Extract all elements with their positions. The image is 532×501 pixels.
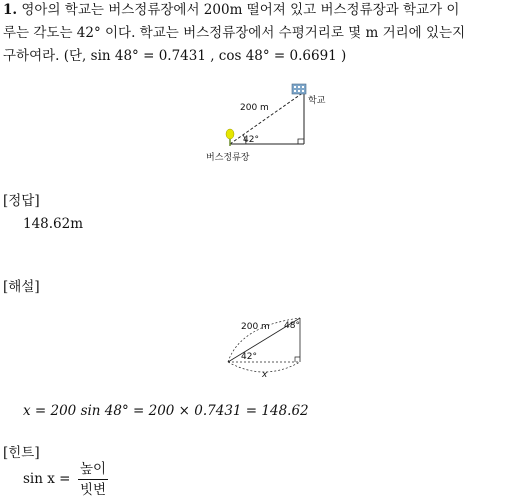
fig2-right-angle-marker bbox=[295, 357, 300, 362]
right-angle-marker bbox=[298, 139, 304, 144]
question-text-3: 구하여라. (단, sin 48° = 0.7431 , cos 48° = 0.6691 ) bbox=[3, 48, 347, 64]
answer-value: 148.62m bbox=[23, 216, 84, 232]
figure-2-angle-top: 48° bbox=[284, 321, 300, 331]
hint-denominator: 빗변 bbox=[79, 482, 107, 498]
figure-1-school-label: 학교 bbox=[308, 96, 326, 106]
school-building-icon bbox=[292, 84, 306, 94]
bus-stop-sign-icon bbox=[226, 129, 234, 146]
answer-heading: [정답] bbox=[3, 193, 40, 209]
hypotenuse bbox=[230, 92, 304, 144]
hint-lhs: sin x = bbox=[23, 471, 71, 487]
question-line-1 bbox=[3, 0, 459, 20]
hint-numerator: 높이 bbox=[78, 460, 108, 480]
question-text-1: 영아의 학교는 버스정류장에서 200m 떨어져 있고 버스정류장과 학교가 이 bbox=[21, 2, 460, 18]
figure-2-distance-label: 200 m bbox=[241, 322, 270, 332]
figure-1-distance-label: 200 m bbox=[240, 103, 269, 113]
figure-2-x-label: x bbox=[262, 370, 268, 380]
explanation-heading: [해설] bbox=[3, 279, 40, 295]
question-number: 1. bbox=[3, 2, 18, 18]
question-text-2: 루는 각도는 42° 이다. 학교는 버스정류장에서 수평거리로 몇 m 거리에 있는지 bbox=[3, 25, 466, 41]
explanation-equation: x = 200 sin 48° = 200 × 0.7431 = 148.62 bbox=[23, 403, 309, 419]
figure-1-bus-stop-label: 버스정류장 bbox=[206, 153, 250, 163]
figure-2-angle-bottom: 42° bbox=[241, 352, 257, 362]
hint-fraction bbox=[78, 460, 108, 499]
hint-heading: [힌트] bbox=[3, 445, 40, 461]
figure-1-angle-label: 42° bbox=[243, 135, 259, 145]
